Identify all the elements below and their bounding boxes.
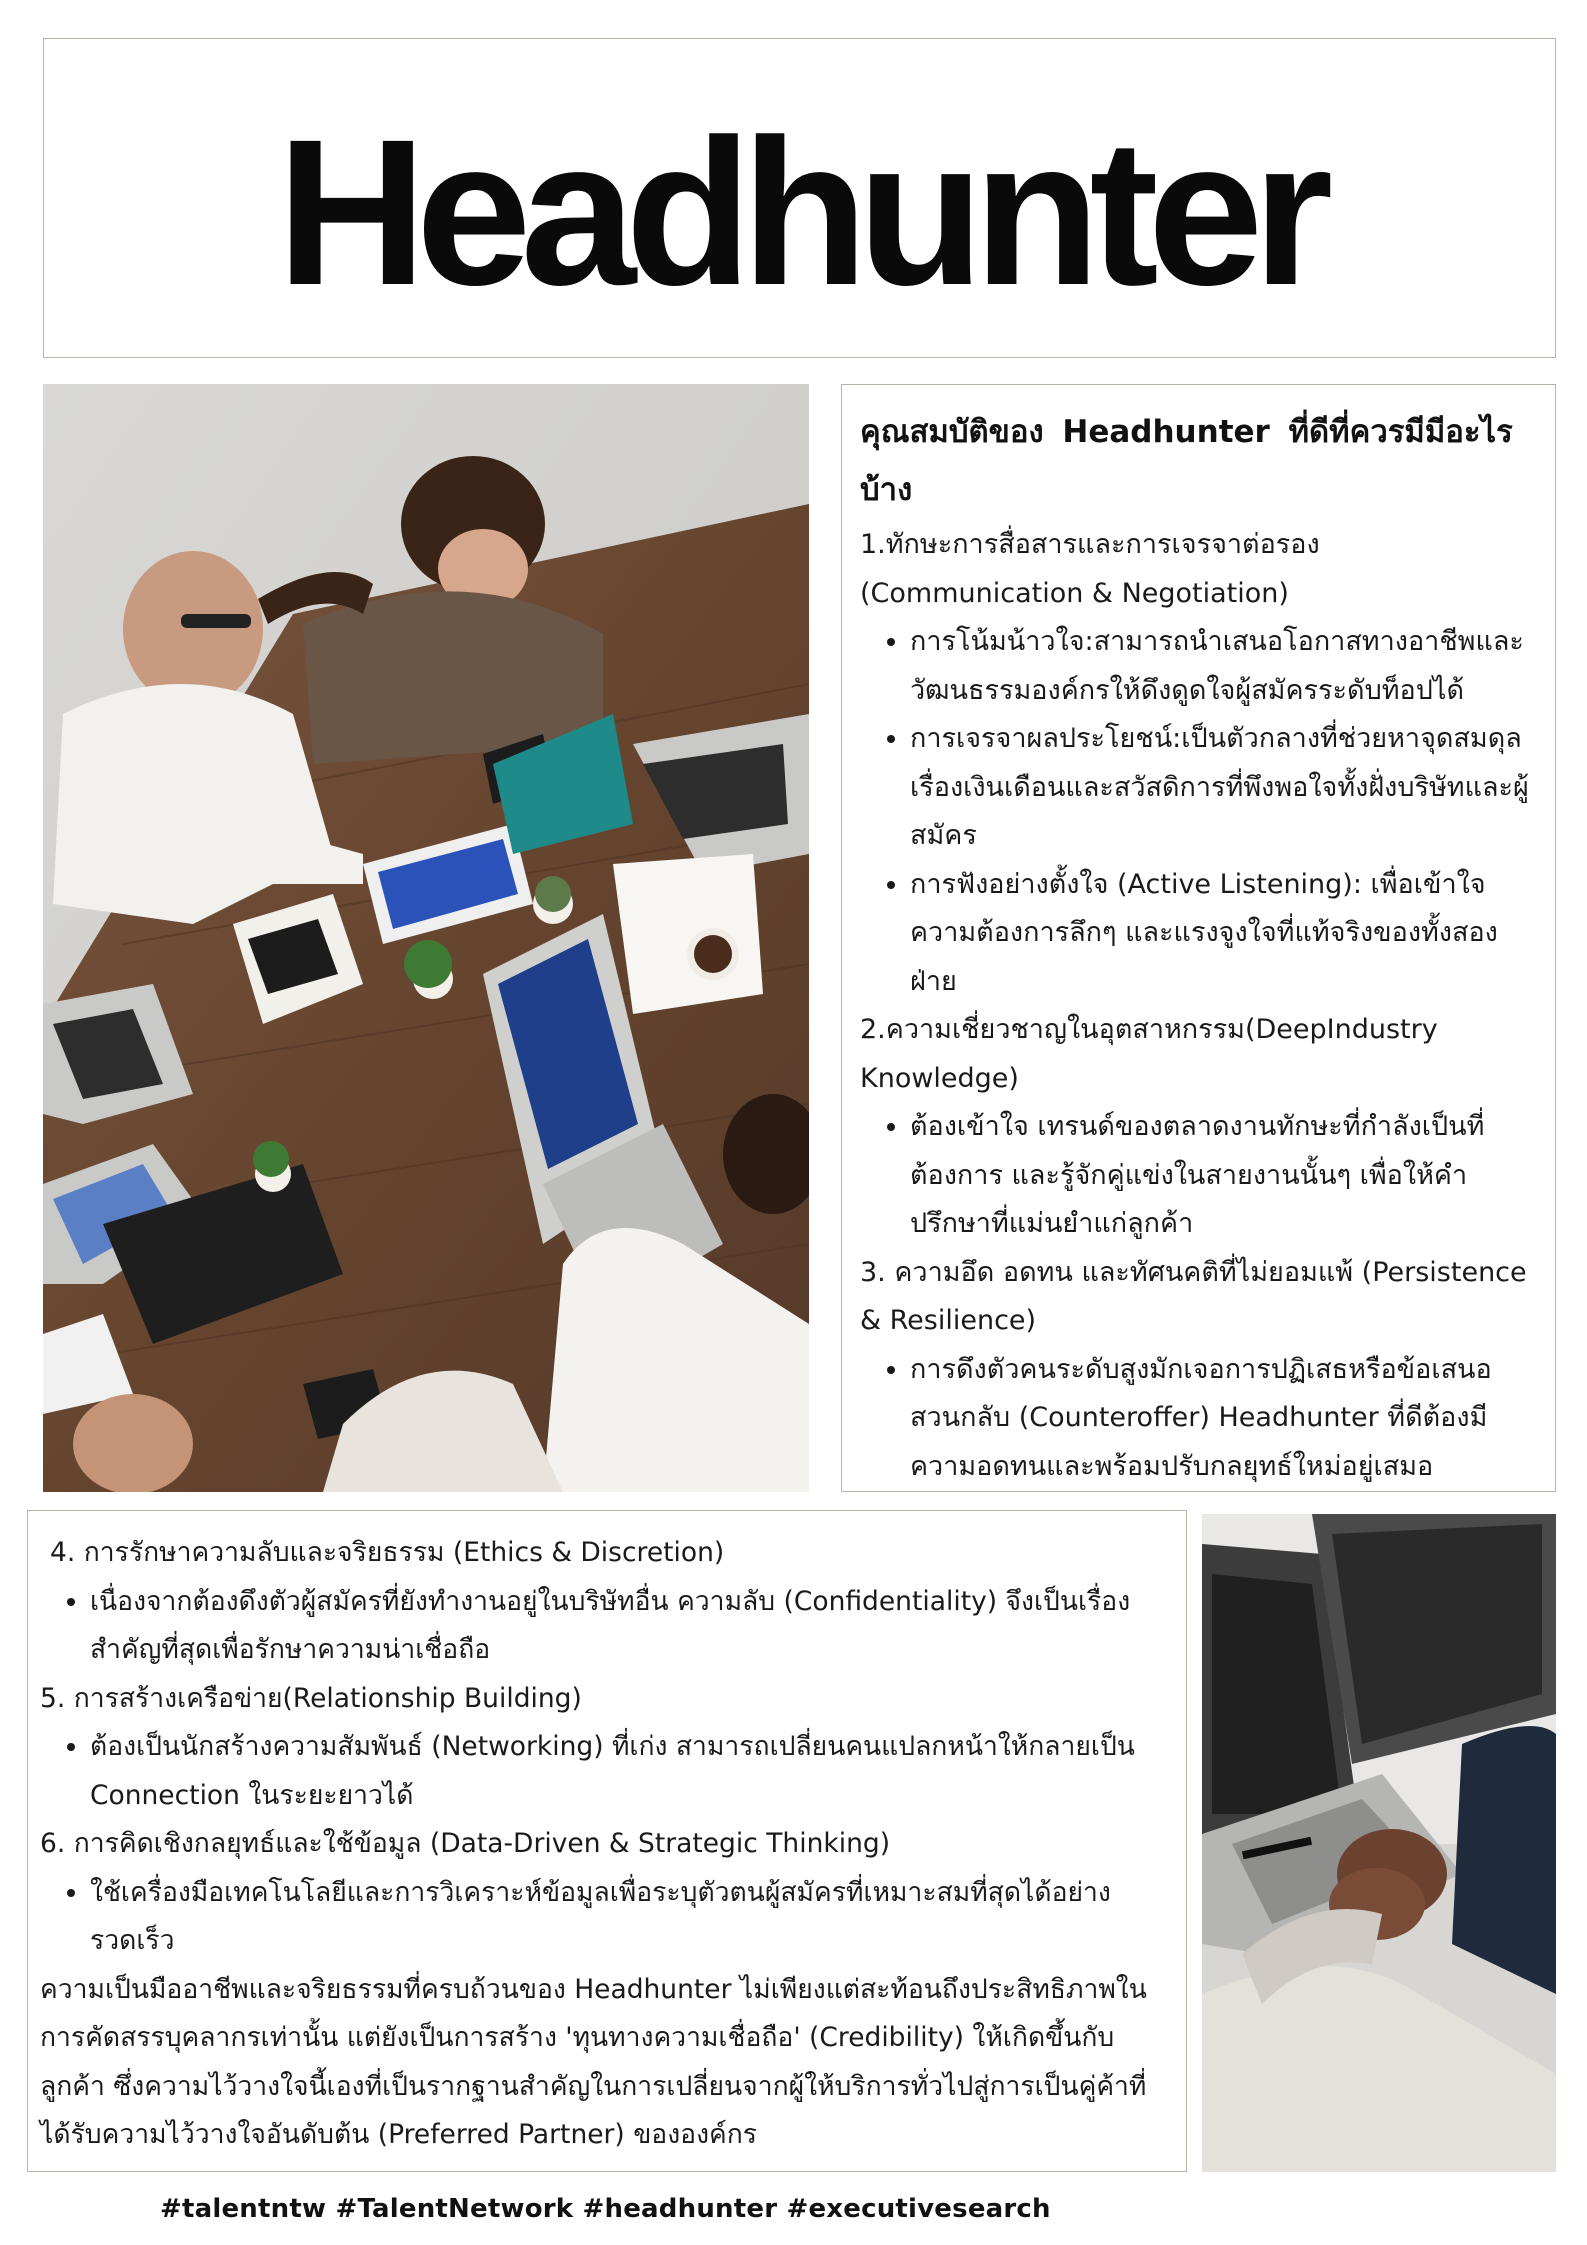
section-4-list — [40, 1578, 1176, 1675]
team-meeting-photo — [43, 384, 809, 1492]
section-2-heading: 2.ความเชี่ยวชาญในอุตสาหกรรม(DeepIndustry Knowledge) — [860, 1014, 1438, 1094]
list-item: • การดึงตัวคนระดับสูงมักเจอการปฏิเสธหรือข้อเสนอสวนกลับ (Counteroffer) Headhunter ที่ดีต้องมีความอดทนและพร้อมปรับกลยุทธ์ใหม่อยู่เสมอ — [910, 1346, 1533, 1492]
section-1-list — [860, 618, 1533, 1006]
section-5-list — [40, 1723, 1176, 1820]
list-item: • ใช้เครื่องมือเทคโนโลยีและการวิเคราะห์ข้อมูลเพื่อระบุตัวตนผู้สมัครที่เหมาะสมที่สุดได้อย่างรวดเร็ว — [90, 1869, 1176, 1966]
section-2-list — [860, 1103, 1533, 1249]
list-item: • ต้องเข้าใจ เทรนด์ของตลาดงานทักษะที่กำลังเป็นที่ต้องการ และรู้จักคู่แข่งในสายงานนั้นๆ เพื่อให้คำปรึกษาที่แม่นยำแก่ลูกค้า — [910, 1103, 1533, 1249]
section-3-list — [860, 1346, 1533, 1492]
conclusion-paragraph: ความเป็นมืออาชีพและจริยธรรมที่ครบถ้วนของ Headhunter ไม่เพียงแต่สะท้อนถึงประสิทธิภาพในการคัดสรรบุคลากรเท่านั้น แต่ยังเป็นการสร้าง 'ทุนทางความเชื่อถือ' (Credibility) ให้เกิดขึ้นกับลูกค้า ซึ่งความไว้วางใจนี้เองที่เป็นรากฐานสำคัญในการเปลี่ยนจากผู้ให้บริการทั่วไปสู่การเป็นคู่ค้าที่ได้รับความไว้วางใจอันดับต้น (Preferred Partner) ขององค์กร — [40, 1973, 1147, 2150]
section-6-list — [40, 1869, 1176, 1966]
section-6-heading: 6. การคิดเชิงกลยุทธ์และใช้ข้อมูล (Data-Driven & Strategic Thinking) — [40, 1828, 891, 1859]
qualifications-title: คุณสมบัติของ Headhunter ที่ดีที่ควรมีมีอะไรบ้าง — [860, 414, 1513, 508]
section-1-heading: 1.ทักษะการสื่อสารและการเจรจาต่อรอง (Communication & Negotiation) — [860, 529, 1320, 609]
handshake-photo — [1202, 1514, 1556, 2172]
list-item: • ต้องเป็นนักสร้างความสัมพันธ์ (Networking) ที่เก่ง สามารถเปลี่ยนคนแปลกหน้าให้กลายเป็น Connection ในระยะยาวได้ — [90, 1723, 1176, 1820]
list-item: • การโน้มน้าวใจ:สามารถนำเสนอโอกาสทางอาชีพและวัฒนธรรมองค์กรให้ดึงดูดใจผู้สมัครระดับท็อปได้ — [910, 618, 1533, 715]
section-5-heading: 5. การสร้างเครือข่าย(Relationship Building) — [40, 1682, 582, 1714]
header-box — [43, 38, 1556, 358]
hashtags: #talentntw #TalentNetwork #headhunter #executivesearch — [160, 2194, 1051, 2224]
list-item: • เนื่องจากต้องดึงตัวผู้สมัครที่ยังทำงานอยู่ในบริษัทอื่น ความลับ (Confidentiality) จึงเป็นเรื่องสำคัญที่สุดเพื่อรักษาความน่าเชื่อถือ — [90, 1578, 1176, 1675]
list-item: • การเจรจาผลประโยชน์:เป็นตัวกลางที่ช่วยหาจุดสมดุลเรื่องเงินเดือนและสวัสดิการที่พึงพอใจทั้งฝั่งบริษัทและผู้สมัคร — [910, 715, 1533, 861]
qualifications-box — [841, 384, 1556, 1492]
list-item: • การฟังอย่างตั้งใจ (Active Listening): เพื่อเข้าใจความต้องการลึกๆ และแรงจูงใจที่แท้จริงของทั้งสองฝ่าย — [910, 861, 1533, 1007]
page-title: Headhunter — [276, 97, 1323, 329]
more-qualifications-box — [27, 1510, 1187, 2172]
section-4-heading: 4. การรักษาความลับและจริยธรรม (Ethics & Discretion) — [50, 1537, 725, 1568]
section-3-heading: 3. ความอึด อดทน และทัศนคติที่ไม่ยอมแพ้ (Persistence & Resilience) — [860, 1256, 1527, 1336]
